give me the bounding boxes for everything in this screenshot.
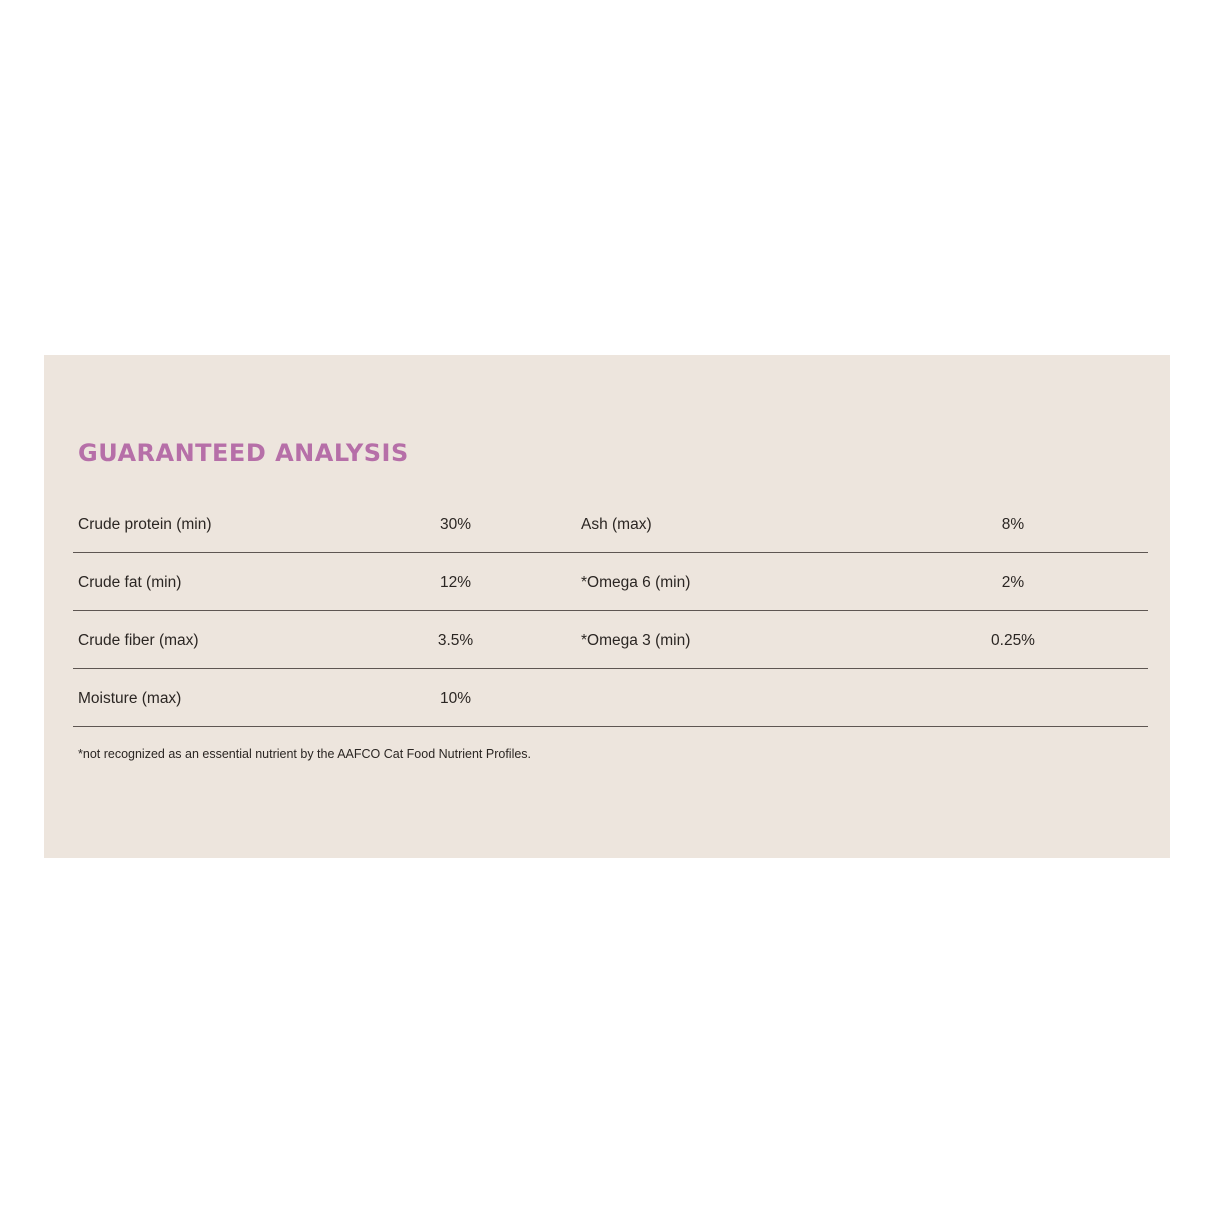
nutrient-label: *Omega 6 (min) xyxy=(581,574,691,591)
nutrient-value: 2% xyxy=(1001,574,1025,591)
nutrient-value: 0.25% xyxy=(991,632,1035,649)
nutrient-label: Crude fiber (max) xyxy=(78,632,199,649)
nutrient-value: 30% xyxy=(439,516,472,533)
nutrient-label: Moisture (max) xyxy=(78,690,182,707)
nutrient-label: Ash (max) xyxy=(581,516,652,533)
nutrient-label: Crude fat (min) xyxy=(78,574,182,591)
nutrient-value: 3.5% xyxy=(437,632,474,649)
section-title: GUARANTEED ANALYSIS xyxy=(78,439,409,467)
nutrient-value: 10% xyxy=(439,690,472,707)
table-row xyxy=(73,553,1148,611)
nutrient-value: 8% xyxy=(1001,516,1025,533)
nutrient-label: *Omega 3 (min) xyxy=(581,632,691,649)
nutrient-value: 12% xyxy=(439,574,472,591)
nutrient-label: Crude protein (min) xyxy=(78,516,212,533)
table-row xyxy=(73,611,1148,669)
table-row xyxy=(73,669,1148,727)
analysis-table xyxy=(73,495,1148,727)
table-row xyxy=(73,495,1148,553)
guaranteed-analysis-panel xyxy=(44,355,1170,858)
footnote: *not recognized as an essential nutrient by the AAFCO Cat Food Nutrient Profiles. xyxy=(78,747,532,761)
